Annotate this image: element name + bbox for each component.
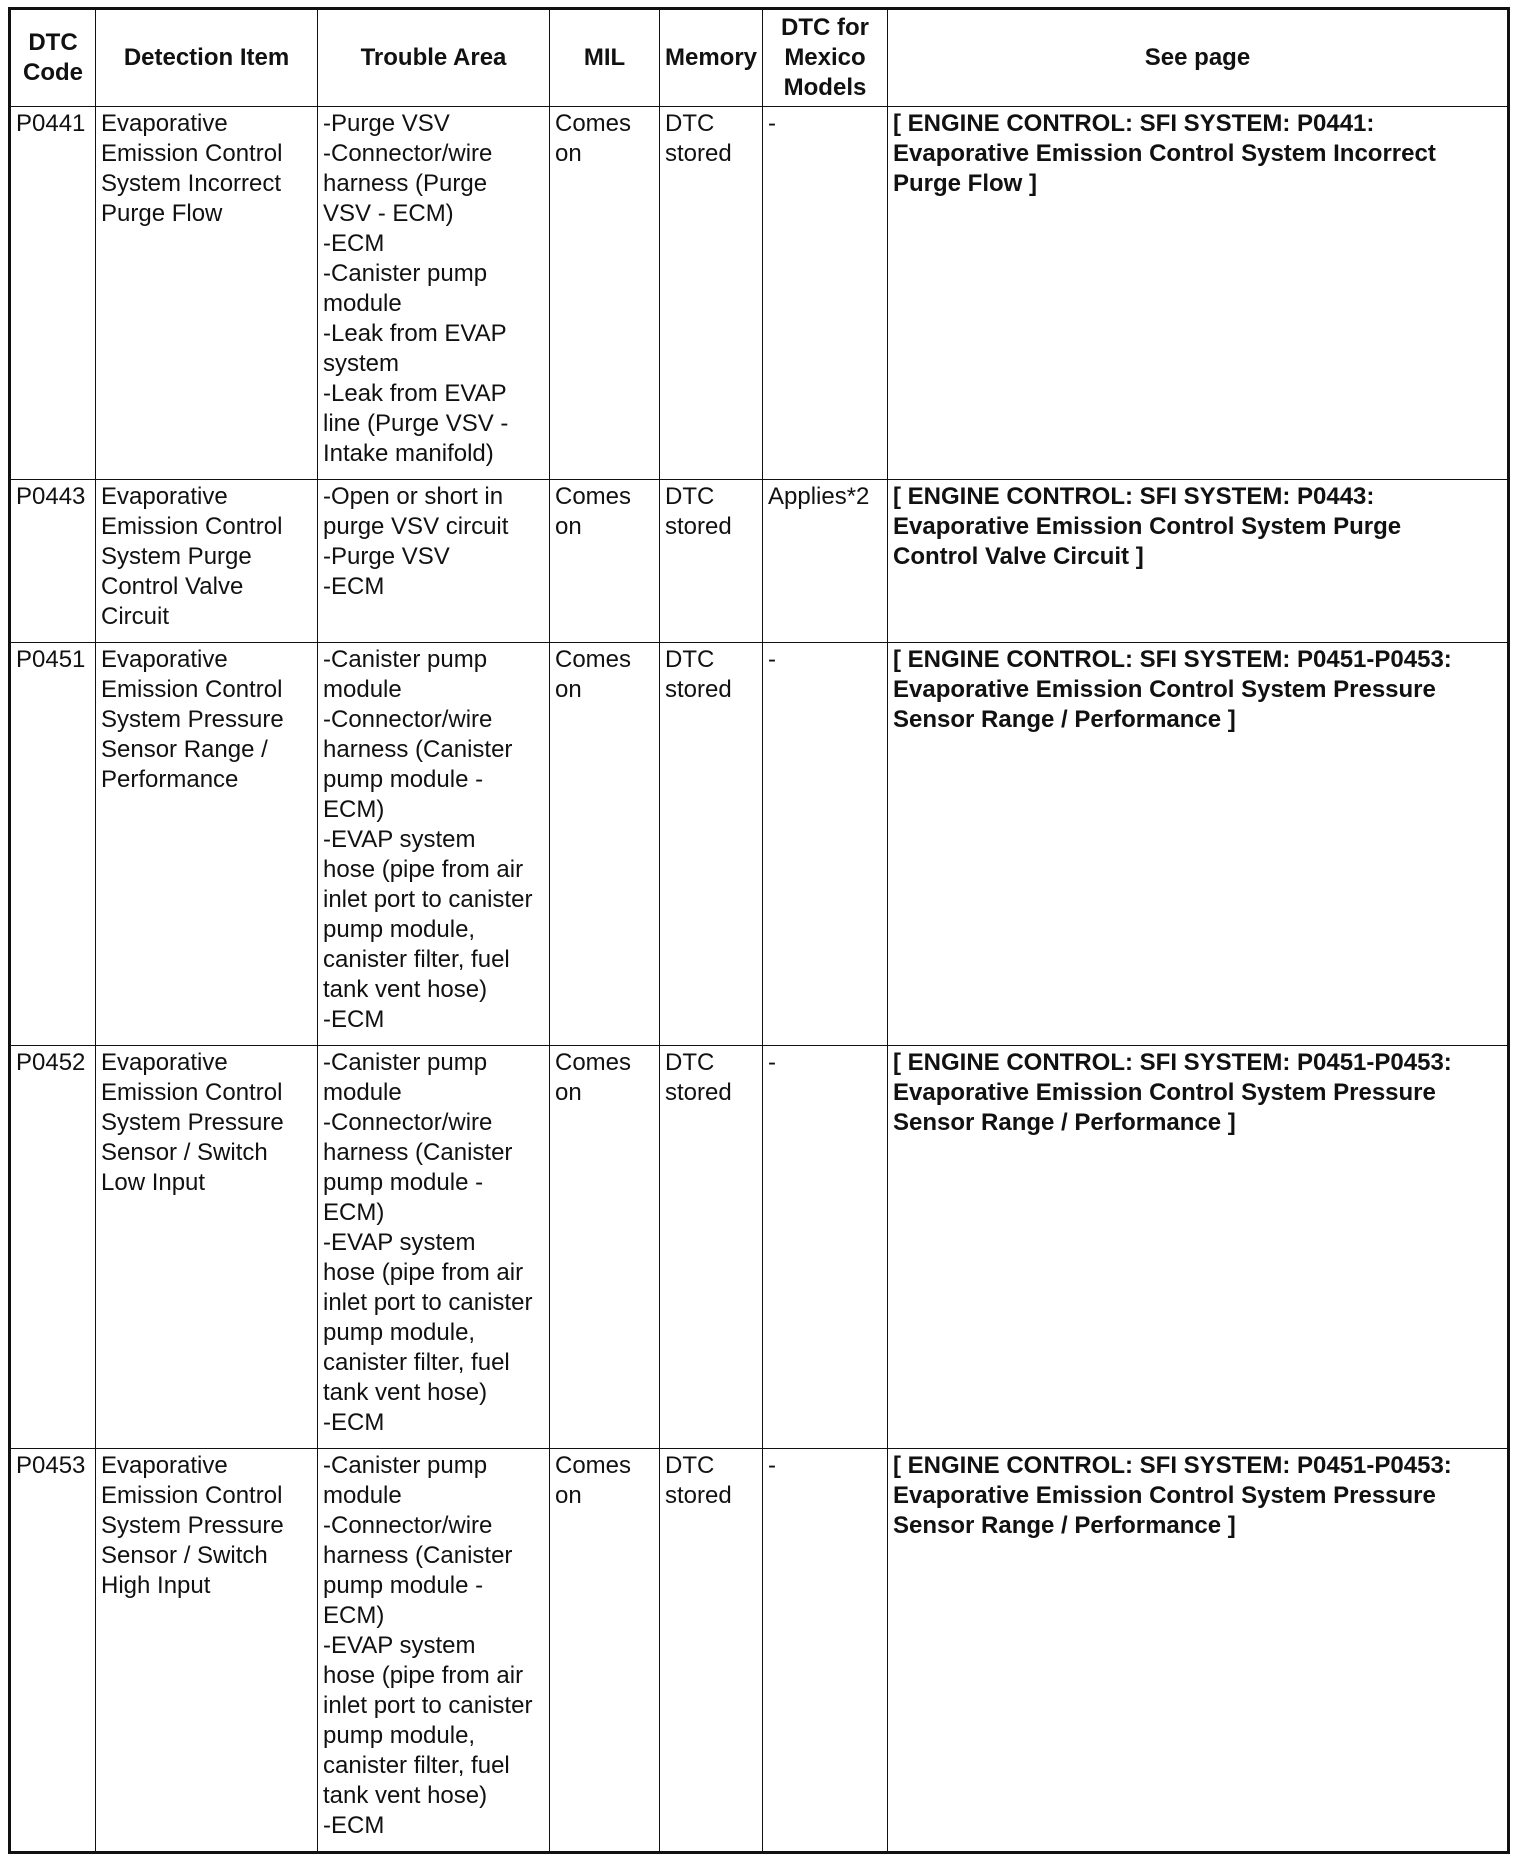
cell-dtc-code: P0453 [10, 1449, 96, 1853]
cell-mexico: - [763, 643, 888, 1046]
table-row [10, 480, 1509, 643]
cell-dtc-code: P0451 [10, 643, 96, 1046]
cell-trouble-area: -Purge VSV -Connector/wire harness (Purge VSV - ECM) -ECM -Canister pump module -Leak from EVAP system -Leak from EVAP line (Purge VSV - Intake manifold) [318, 107, 550, 480]
header-mil: MIL [550, 9, 660, 107]
table-row [10, 643, 1509, 1046]
dtc-table [8, 7, 1510, 1854]
cell-mil: Comes on [550, 107, 660, 480]
see-page-link[interactable]: [ ENGINE CONTROL: SFI SYSTEM: P0451-P0453: Evaporative Emission Control System Pressure Sensor Range / Performance ] [888, 1046, 1509, 1449]
header-mexico-models: DTC for Mexico Models [763, 9, 888, 107]
cell-detection-item: Evaporative Emission Control System Pressure Sensor / Switch Low Input [96, 1046, 318, 1449]
cell-mil: Comes on [550, 480, 660, 643]
cell-mil: Comes on [550, 643, 660, 1046]
table-row [10, 1046, 1509, 1449]
header-memory: Memory [660, 9, 763, 107]
header-detection-item: Detection Item [96, 9, 318, 107]
page [8, 7, 1510, 1854]
cell-detection-item: Evaporative Emission Control System Purge Control Valve Circuit [96, 480, 318, 643]
header-see-page: See page [888, 9, 1509, 107]
cell-detection-item: Evaporative Emission Control System Incorrect Purge Flow [96, 107, 318, 480]
cell-dtc-code: P0452 [10, 1046, 96, 1449]
cell-trouble-area: -Canister pump module -Connector/wire harness (Canister pump module - ECM) -EVAP system hose (pipe from air inlet port to canister pump module, canister filter, fuel tank vent hose) -ECM [318, 1046, 550, 1449]
cell-mil: Comes on [550, 1046, 660, 1449]
table-row [10, 1449, 1509, 1853]
cell-mexico: Applies*2 [763, 480, 888, 643]
table-row [10, 107, 1509, 480]
see-page-link[interactable]: [ ENGINE CONTROL: SFI SYSTEM: P0443: Evaporative Emission Control System Purge Control Valve Circuit ] [888, 480, 1509, 643]
cell-detection-item: Evaporative Emission Control System Pressure Sensor / Switch High Input [96, 1449, 318, 1853]
see-page-link[interactable]: [ ENGINE CONTROL: SFI SYSTEM: P0451-P0453: Evaporative Emission Control System Pressure Sensor Range / Performance ] [888, 1449, 1509, 1853]
cell-trouble-area: -Canister pump module -Connector/wire harness (Canister pump module - ECM) -EVAP system hose (pipe from air inlet port to canister pump module, canister filter, fuel tank vent hose) -ECM [318, 1449, 550, 1853]
cell-memory: DTC stored [660, 643, 763, 1046]
cell-memory: DTC stored [660, 107, 763, 480]
cell-dtc-code: P0441 [10, 107, 96, 480]
cell-memory: DTC stored [660, 1449, 763, 1853]
header-trouble-area: Trouble Area [318, 9, 550, 107]
see-page-link[interactable]: [ ENGINE CONTROL: SFI SYSTEM: P0451-P0453: Evaporative Emission Control System Pressure Sensor Range / Performance ] [888, 643, 1509, 1046]
cell-mexico: - [763, 1449, 888, 1853]
cell-trouble-area: -Canister pump module -Connector/wire harness (Canister pump module - ECM) -EVAP system hose (pipe from air inlet port to canister pump module, canister filter, fuel tank vent hose) -ECM [318, 643, 550, 1046]
cell-mexico: - [763, 107, 888, 480]
table-header-row [10, 9, 1509, 107]
see-page-link[interactable]: [ ENGINE CONTROL: SFI SYSTEM: P0441: Evaporative Emission Control System Incorrect Purge Flow ] [888, 107, 1509, 480]
cell-dtc-code: P0443 [10, 480, 96, 643]
cell-memory: DTC stored [660, 1046, 763, 1449]
cell-trouble-area: -Open or short in purge VSV circuit -Purge VSV -ECM [318, 480, 550, 643]
header-dtc-code: DTC Code [10, 9, 96, 107]
cell-mil: Comes on [550, 1449, 660, 1853]
cell-memory: DTC stored [660, 480, 763, 643]
cell-detection-item: Evaporative Emission Control System Pressure Sensor Range / Performance [96, 643, 318, 1046]
cell-mexico: - [763, 1046, 888, 1449]
